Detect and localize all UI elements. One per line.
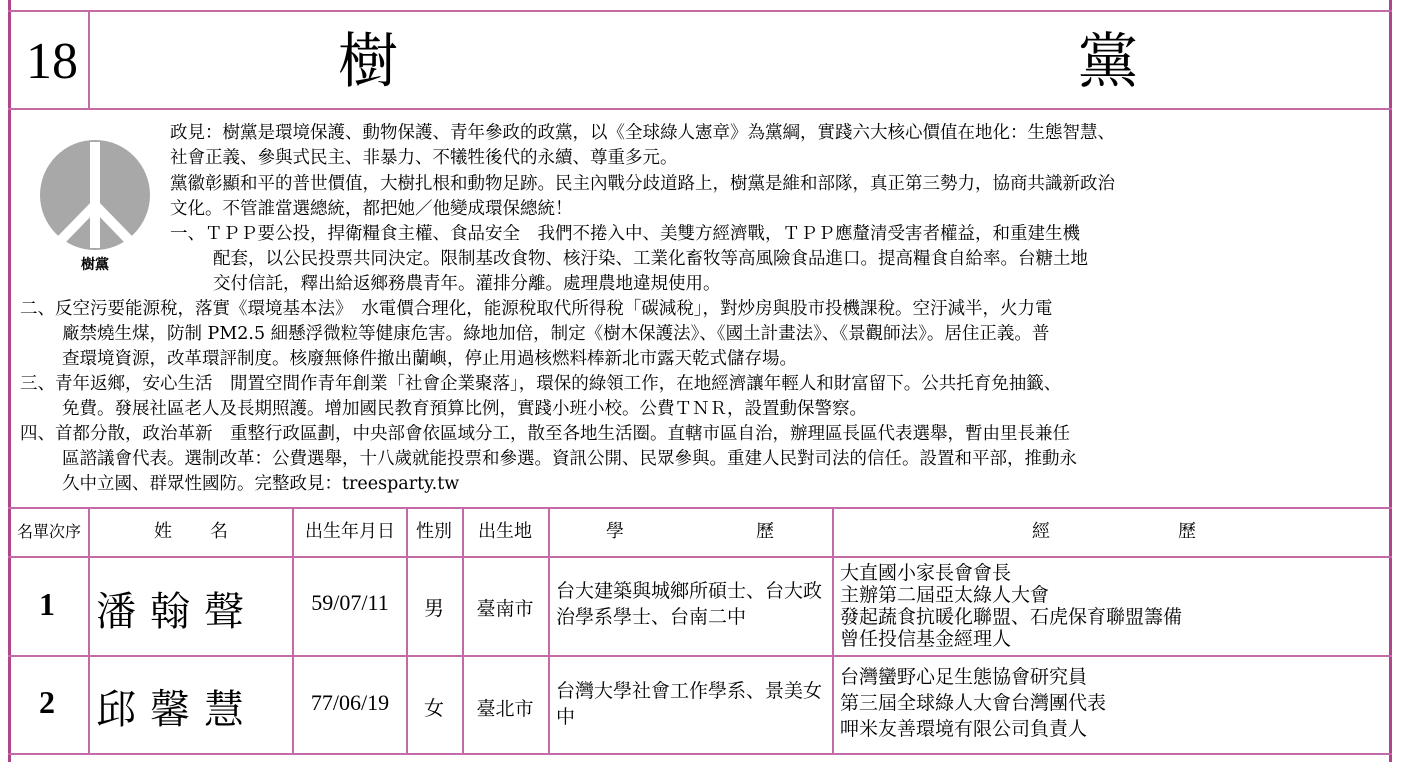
th-birthplace: 出生地 [478,521,532,542]
header-rule [8,108,1392,110]
row-1-experience-1: 大直國小家長會會長 [840,562,1012,584]
ballot-number: 18 [26,33,78,90]
row-1-sex: 男 [424,596,444,620]
party-name-char-1: 樹 [338,27,398,97]
th-sex: 性別 [416,521,452,542]
bottom-rule [8,753,1392,755]
platform-line: 查環境資源，改革環評制度。核廢無條件撤出蘭嶼，停止用過核燃料棒新北市露天乾式儲存場。 [62,349,797,369]
row-2-birthplace: 臺北市 [476,698,534,720]
row-1-experience-4: 曾任投信基金經理人 [840,628,1012,650]
row-2-education: 台灣大學社會工作學系、景美女中 [556,680,823,728]
row-2-experience-3: 呷米友善環境有限公司負責人 [840,718,1088,740]
platform-line: 一、ＴＰＰ要公投，捍衛糧食主權、食品安全 我們不捲入中、美雙方經濟戰，ＴＰＰ應釐清受害者權益，和重建生機 [170,224,1080,244]
platform-line: 社會正義、參與式民主、非暴力、不犧牲後代的永續、尊重多元。 [170,148,678,168]
row-2-dob: 77/06/19 [310,690,390,715]
th-rank: 名單次序 [16,522,81,541]
th-name-2: 名 [210,521,228,542]
row-1-experience-3: 發起蔬食抗暖化聯盟、石虎保育聯盟籌備 [840,606,1183,628]
th-edu-2: 歷 [756,521,774,542]
col-divider [832,507,834,753]
th-exp-1: 經 [1032,521,1050,542]
row-2-experience-1: 台灣蠻野心足生態協會研究員 [840,666,1088,688]
platform-line: 免費。發展社區老人及長期照護。增加國民教育預算比例，實踐小班小校。公費ＴＮＲ，設置動保警察。 [62,399,867,419]
row-2-experience-2: 第三屆全球綠人大會台灣團代表 [840,692,1107,714]
platform-line: 廠禁燒生煤，防制 PM2.5 細懸浮微粒等健康危害。綠地加倍，制定《樹木保護法》、《國土計畫法》、《景觀師法》。居住正義。普 [62,324,1050,344]
table-header-rule [8,556,1392,558]
top-rule [8,10,1392,12]
peace-sign-icon [40,140,150,250]
platform-line: 黨徽彰顯和平的普世價值，大樹扎根和動物足跡。民主內戰分歧道路上，樹黨是維和部隊，真正第三勢力，協商共識新政治 [170,174,1115,194]
row-1-dob: 59/07/11 [311,590,389,615]
logo-label: 樹黨 [81,257,109,273]
row-1-rank: 1 [39,586,55,622]
col-divider [88,507,90,753]
platform-line: 四、首都分散，政治革新 重整行政區劃，中央部會依區域分工，散至各地生活圈。直轄市區自治，辦理區長區代表選舉，暫由里長兼任 [20,424,1070,444]
row-1-name: 潘翰聲 [96,589,258,635]
number-divider [88,10,90,108]
platform-line: 配套，以公民投票共同決定。限制基改食物、核汙染、工業化畜牧等高風險食品進口。提高糧食自給率。台糖土地 [213,249,1088,269]
platform-line: 政見：樹黨是環境保護、動物保護、青年參政的政黨，以《全球綠人憲章》為黨綱，實踐六大核心價值在地化：生態智慧、 [170,123,1115,143]
row-2-rank: 2 [39,684,55,720]
row-1-birthplace: 臺南市 [476,598,534,620]
row-2-sex: 女 [424,696,444,720]
th-dob: 出生年月日 [305,521,395,542]
platform-line: 文化。不管誰當選總統，都把她／他變成環保總統！ [170,199,573,219]
party-logo [40,140,150,274]
row-rule [8,655,1392,657]
platform-line: 二、反空污要能源稅，落實《環境基本法》 水電價合理化，能源稅取代所得稅「碳減稅」，對炒房與股市投機課稅。空汙減半，火力電 [20,299,1053,319]
platform-line: 區諮議會代表。選制改革：公費選舉，十八歲就能投票和參選。資訊公開、民眾參與。重建人民對司法的信任。設置和平部，推動永 [62,449,1077,469]
row-1-education: 台大建築與城鄉所碩士、台大政治學系學士、台南二中 [556,580,823,628]
row-1-experience-2: 主辦第二屆亞太綠人大會 [840,584,1050,606]
th-exp-2: 歷 [1178,521,1196,542]
th-name-1: 姓 [154,521,172,542]
platform-line: 三、青年返鄉，安心生活 閒置空間作青年創業「社會企業聚落」，環保的綠領工作，在地經濟讓年輕人和財富留下。公共托育免抽籤、 [20,374,1062,394]
platform-line: 交付信託，釋出給返鄉務農青年。灌排分離。處理農地違規使用。 [213,274,721,294]
col-divider [548,507,550,753]
party-name-char-2: 黨 [1078,27,1138,97]
row-2-name: 邱馨慧 [96,687,258,733]
platform-line: 久中立國、群眾性國防。完整政見：treesparty.tw [62,474,460,494]
th-edu-1: 學 [606,521,624,542]
